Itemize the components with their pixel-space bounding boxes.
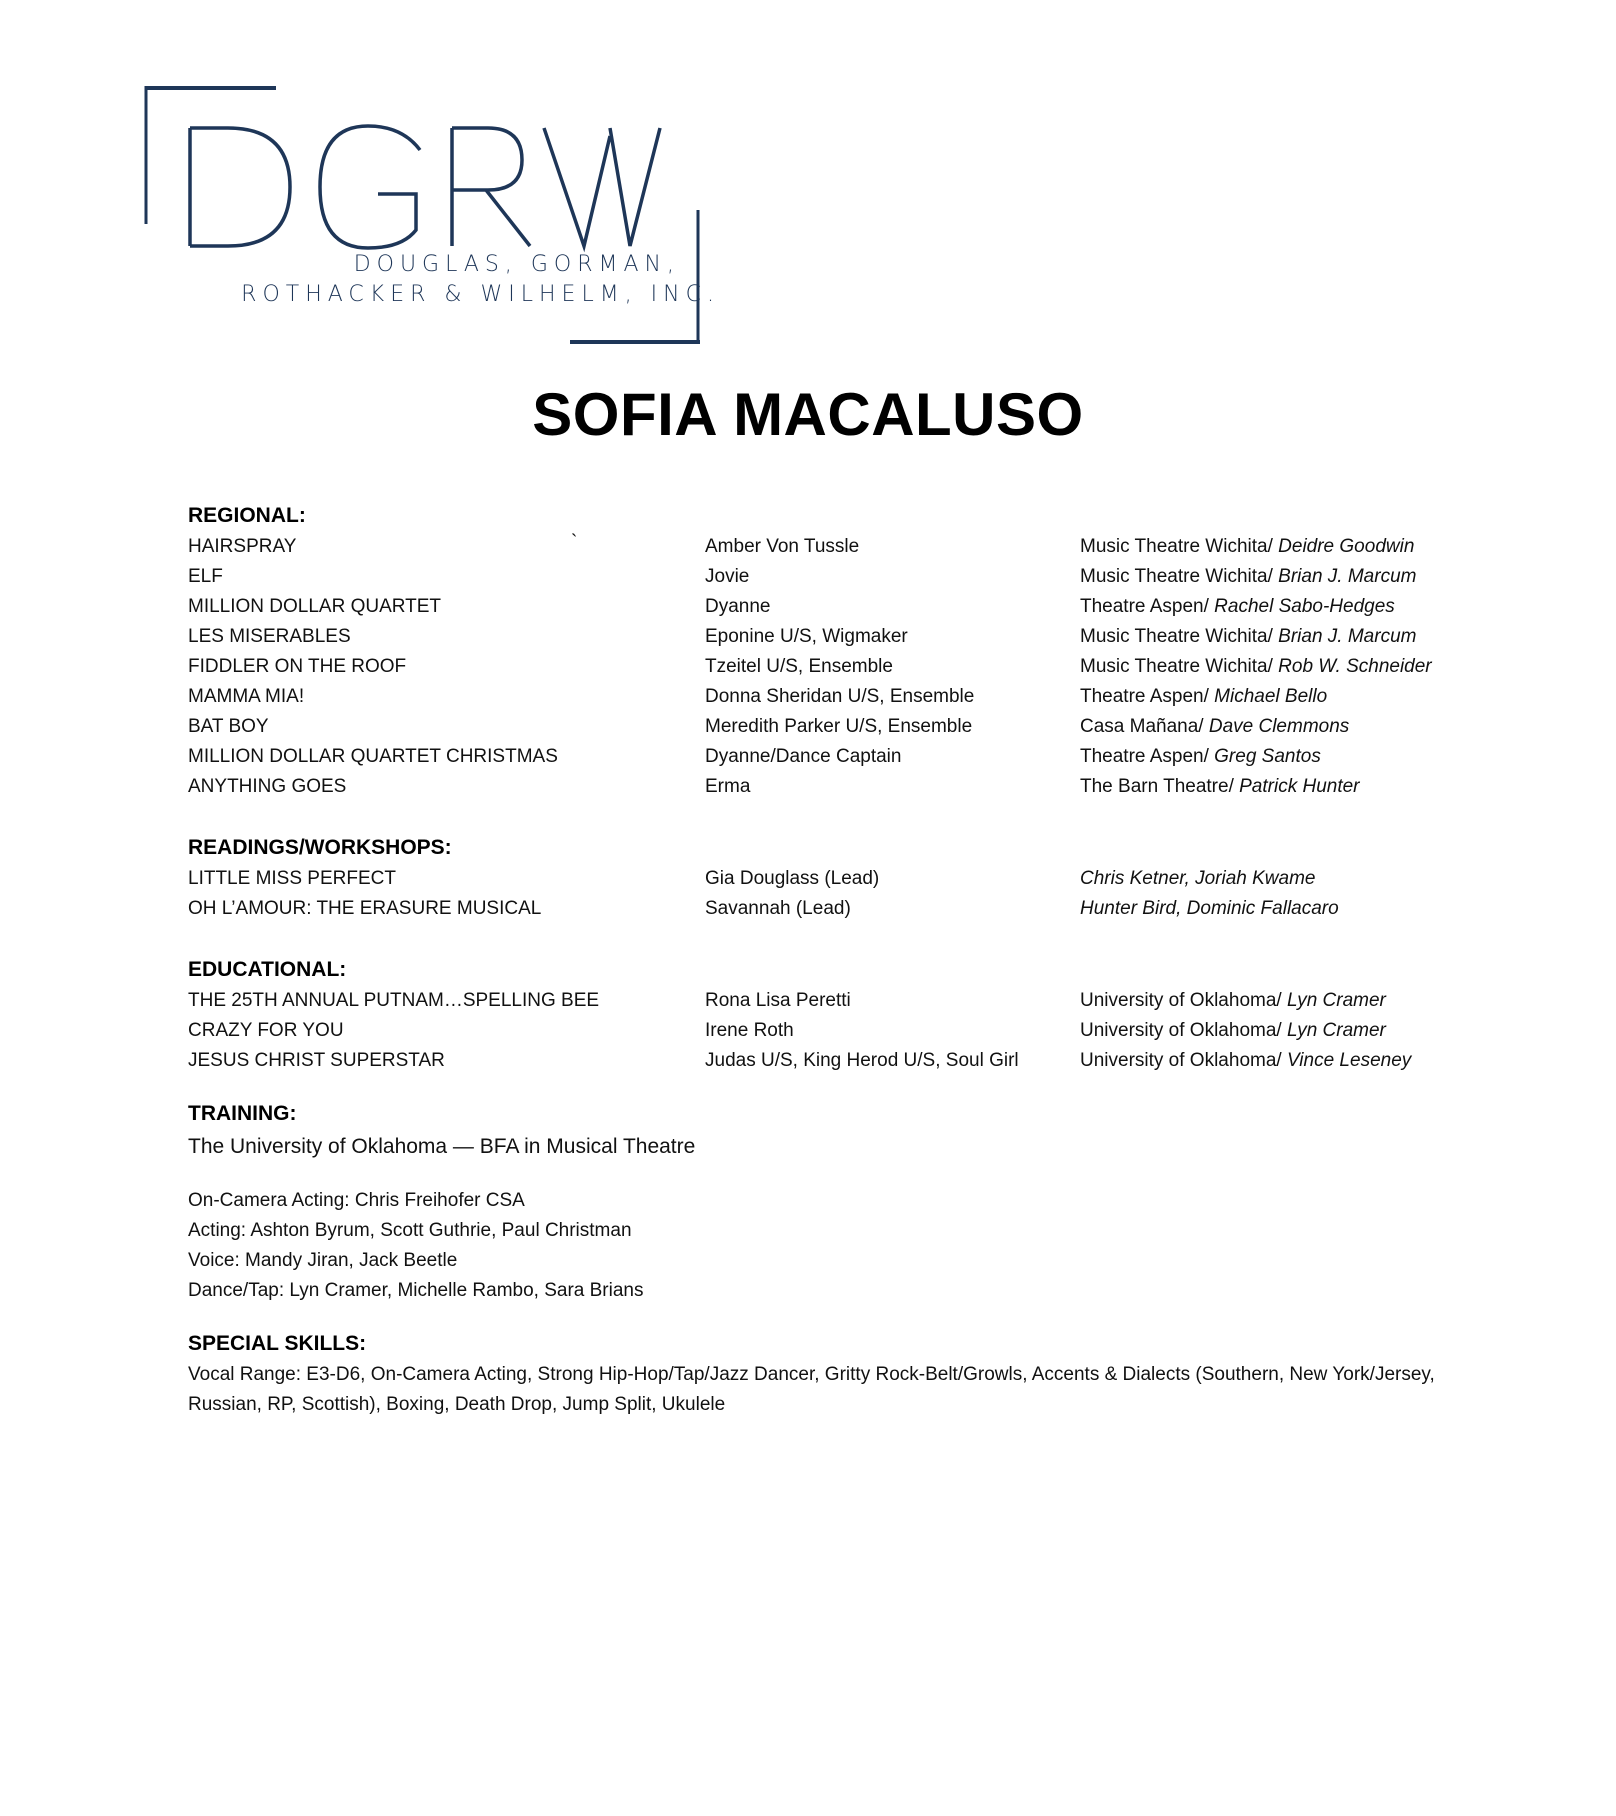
director: Brian J. Marcum <box>1278 566 1417 587</box>
logo-line-2: ROTHACKER & WILHELM, INC. <box>241 282 720 307</box>
venue-director <box>1080 562 1416 592</box>
venue: Theatre Aspen/ <box>1080 596 1215 617</box>
role: Savannah (Lead) <box>705 898 851 919</box>
credit-row <box>188 652 1488 682</box>
role: Amber Von Tussle <box>705 536 860 557</box>
skills-text: Vocal Range: E3-D6, On-Camera Acting, Strong Hip-Hop/Tap/Jazz Dancer, Gritty Rock-Belt/Growls, Accents & Dialects (Southern, New York/Jersey, Russian, RP, Scottish), Boxing, Death Drop, Jump Split, Ukulele <box>188 1364 1435 1415</box>
show-title: THE 25TH ANNUAL PUTNAM…SPELLING BEE <box>188 990 600 1011</box>
credit-row <box>188 622 1488 652</box>
regional-heading: REGIONAL: <box>188 504 306 527</box>
venue-director <box>1080 1016 1386 1046</box>
venue: Music Theatre Wichita/ <box>1080 536 1279 557</box>
training-school: The University of Oklahoma — BFA in Musical Theatre <box>188 1135 696 1158</box>
show-title: ELF <box>188 566 223 587</box>
venue: Theatre Aspen/ <box>1080 746 1215 767</box>
show-title: MILLION DOLLAR QUARTET <box>188 596 442 617</box>
director: Rob W. Schneider <box>1278 656 1432 677</box>
director: Greg Santos <box>1214 746 1321 767</box>
credit-row <box>188 1046 1488 1076</box>
role: Judas U/S, King Herod U/S, Soul Girl <box>705 1050 1019 1071</box>
venue: Theatre Aspen/ <box>1080 686 1215 707</box>
venue: Music Theatre Wichita/ <box>1080 656 1279 677</box>
role: Dyanne/Dance Captain <box>705 746 902 767</box>
educational-heading: EDUCATIONAL: <box>188 958 347 981</box>
venue-director <box>1080 652 1432 682</box>
director: Lyn Cramer <box>1286 990 1386 1011</box>
role: Dyanne <box>705 596 771 617</box>
venue: University of Oklahoma/ <box>1080 990 1287 1011</box>
show-title: MAMMA MIA! <box>188 686 305 707</box>
role: Tzeitel U/S, Ensemble <box>705 656 893 677</box>
show-title: MILLION DOLLAR QUARTET CHRISTMAS <box>188 746 558 767</box>
director: Brian J. Marcum <box>1278 626 1417 647</box>
role: Gia Douglass (Lead) <box>705 868 880 889</box>
stray-mark: ` <box>571 532 578 553</box>
training-line: Voice: Mandy Jiran, Jack Beetle <box>188 1250 458 1271</box>
director: Vince Leseney <box>1286 1050 1412 1071</box>
show-title: JESUS CHRIST SUPERSTAR <box>188 1050 445 1071</box>
credit-row <box>188 894 1488 924</box>
venue-director <box>1080 772 1360 802</box>
credit-row <box>188 772 1488 802</box>
role: Irene Roth <box>705 1020 794 1041</box>
role: Donna Sheridan U/S, Ensemble <box>705 686 975 707</box>
venue-director <box>1080 986 1386 1016</box>
credit-row <box>188 562 1488 592</box>
credit-row <box>188 742 1488 772</box>
venue: Music Theatre Wichita/ <box>1080 626 1279 647</box>
credit-row <box>188 532 1488 562</box>
credit-row <box>188 592 1488 622</box>
director: Patrick Hunter <box>1239 776 1360 797</box>
director: Deidre Goodwin <box>1278 536 1415 557</box>
show-title: HAIRSPRAY <box>188 536 297 557</box>
training-line: Dance/Tap: Lyn Cramer, Michelle Rambo, Sara Brians <box>188 1280 644 1301</box>
role: Erma <box>705 776 751 797</box>
credit-row <box>188 712 1488 742</box>
credit-row <box>188 682 1488 712</box>
director: Michael Bello <box>1214 686 1328 707</box>
show-title: LITTLE MISS PERFECT <box>188 868 396 889</box>
role: Jovie <box>705 566 750 587</box>
show-title: FIDDLER ON THE ROOF <box>188 656 407 677</box>
director: Chris Ketner, Joriah Kwame <box>1080 868 1316 889</box>
director: Dave Clemmons <box>1208 716 1350 737</box>
venue-director <box>1080 864 1316 894</box>
venue-director <box>1080 894 1339 924</box>
director: Lyn Cramer <box>1286 1020 1386 1041</box>
director: Hunter Bird, Dominic Fallacaro <box>1080 898 1339 919</box>
resume-body <box>188 500 1488 1420</box>
venue-director <box>1080 742 1321 772</box>
training-heading: TRAINING: <box>188 1102 297 1125</box>
show-title: LES MISERABLES <box>188 626 351 647</box>
venue: University of Oklahoma/ <box>1080 1020 1287 1041</box>
training-line: Acting: Ashton Byrum, Scott Guthrie, Paul Christman <box>188 1220 632 1241</box>
show-title: BAT BOY <box>188 716 269 737</box>
agency-logo <box>140 84 720 349</box>
show-title: CRAZY FOR YOU <box>188 1020 344 1041</box>
credit-row <box>188 864 1488 894</box>
director: Rachel Sabo-Hedges <box>1214 596 1395 617</box>
credit-row <box>188 986 1488 1016</box>
venue: University of Oklahoma/ <box>1080 1050 1287 1071</box>
venue-director <box>1080 532 1414 562</box>
readings-heading: READINGS/WORKSHOPS: <box>188 836 452 859</box>
role: Eponine U/S, Wigmaker <box>705 626 908 647</box>
performer-name: SOFIA MACALUSO <box>532 381 1084 448</box>
venue: Casa Mañana/ <box>1080 716 1209 737</box>
venue: Music Theatre Wichita/ <box>1080 566 1279 587</box>
venue-director <box>1080 1046 1411 1076</box>
show-title: OH L’AMOUR: THE ERASURE MUSICAL <box>188 898 542 919</box>
venue: The Barn Theatre/ <box>1080 776 1240 797</box>
skills-heading: SPECIAL SKILLS: <box>188 1332 367 1355</box>
logo-frame <box>140 84 710 349</box>
credit-row <box>188 1016 1488 1046</box>
show-title: ANYTHING GOES <box>188 776 347 797</box>
venue-director <box>1080 712 1349 742</box>
role: Rona Lisa Peretti <box>705 990 851 1011</box>
venue-director <box>1080 592 1395 622</box>
venue-director <box>1080 622 1416 652</box>
logo-line-1: DOUGLAS, GORMAN, <box>353 252 680 277</box>
regional-credits <box>188 532 1488 802</box>
role: Meredith Parker U/S, Ensemble <box>705 716 973 737</box>
educational-credits <box>188 986 1488 1076</box>
training-line: On-Camera Acting: Chris Freihofer CSA <box>188 1190 525 1211</box>
readings-credits <box>188 864 1488 924</box>
venue-director <box>1080 682 1327 712</box>
